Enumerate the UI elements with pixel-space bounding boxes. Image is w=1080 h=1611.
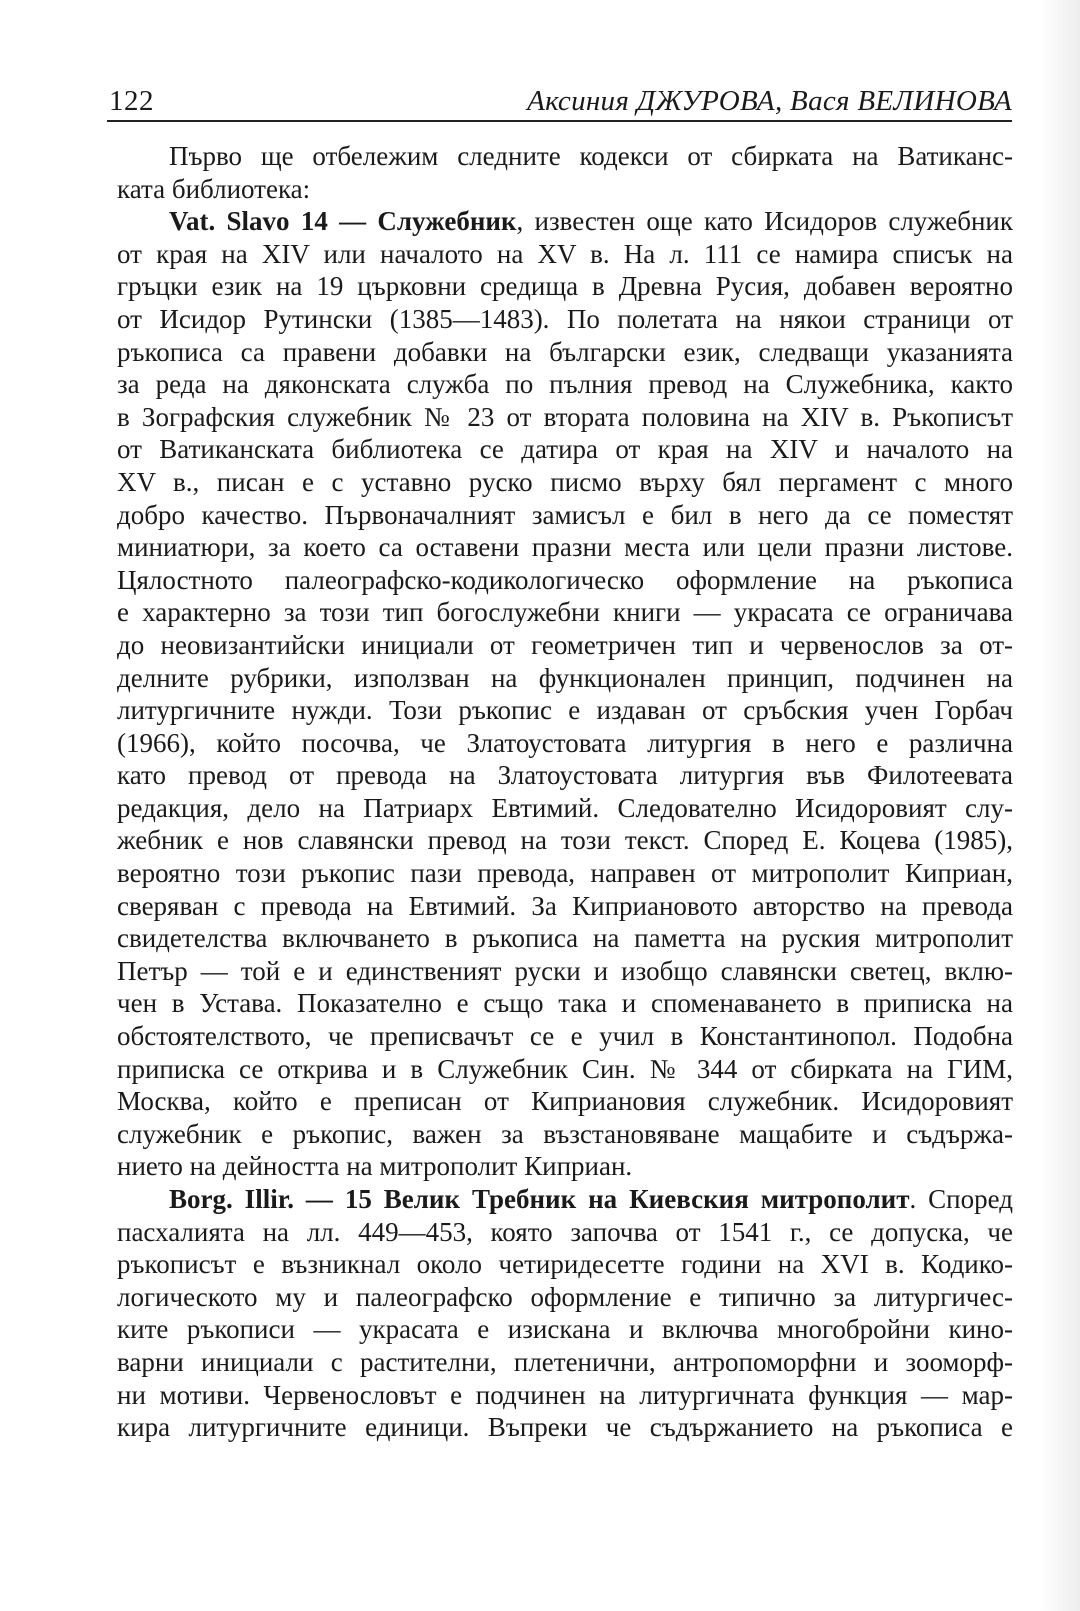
text-line: добро качество. Първоначалният замисъл е бил в него да се поместят (117, 499, 1013, 530)
paragraph-intro (117, 140, 1013, 205)
text-line: кира литургичните единици. Въпреки че съдържанието на ръкописа е (117, 1412, 1013, 1443)
text-line: вероятно този ръкопис пази превода, направен от митрополит Киприан, (117, 858, 1013, 889)
author-first-name-1: Аксиния (527, 85, 637, 117)
text-line: ни мотиви. Червенословът е подчинен на литургичната функция — мар- (117, 1379, 1013, 1410)
manuscript-title: Borg. Illir. — 15 Велик Требник на Киевския митрополит (169, 1184, 910, 1214)
text-line: миниатюри, за което са оставени празни места или цели празни листове. (117, 532, 1013, 563)
running-head-authors (527, 85, 1012, 118)
text-line: за реда на дяконската служба по пълния превод на Служебника, както (117, 369, 1013, 400)
text-line: литургичните нужди. Този ръкопис е издаван от сръбския учен Горбач (117, 695, 1013, 726)
page-header (107, 74, 1012, 122)
text-line: ките ръкописи — украсата е изискана и включва многобройни кино- (117, 1314, 1013, 1345)
manuscript-title: Vat. Slavo 14 — Служебник (169, 206, 517, 237)
text-line (117, 205, 1013, 238)
page-edge-shade (1040, 0, 1080, 1611)
text-line: гръцки език на 19 църковни средища в Древна Русия, добавен вероятно (117, 271, 1013, 302)
text-line (117, 1183, 1013, 1216)
text-line: нието на дейността на митрополит Киприан. (117, 1151, 633, 1182)
body-text (117, 140, 1013, 1444)
text-line: Цялостното палеографско-кодикологическо оформление на ръкописа (117, 564, 1013, 595)
text-line: в Зографския служебник № 23 от втората половина на XIV в. Ръкописът (117, 401, 1013, 432)
text-line: е характерно за този тип богослужебни книги — украсата се ограничава (117, 597, 1013, 628)
text-line: (1966), който посочва, че Златоустовата литургия в него е различна (117, 727, 1013, 758)
author-surname-1: ДЖУРОВА (636, 85, 775, 117)
text-line: от Исидор Рутински (1385—1483). По полетата на някои страници от (117, 303, 1013, 334)
text-line: служебник е ръкопис, важен за възстановяване мащабите и съдържа- (117, 1118, 1013, 1149)
text-line: делните рубрики, използван на функционален принцип, подчинен на (117, 662, 1013, 693)
page-number: 122 (109, 85, 154, 117)
text-line: от Ватиканската библиотека се датира от края на XIV и началото на (117, 434, 1013, 465)
text-line: варни инициали с растителни, плетенични, антропоморфни и зооморф- (117, 1346, 1013, 1377)
text-line: жебник е нов славянски превод на този текст. Според Е. Коцева (1985), (117, 825, 1013, 856)
text-line: XV в., писан е с уставно руско писмо върху бял пергамент с много (117, 466, 1013, 497)
text-line: свидетелства включването в ръкописа на паметта на руския митрополит (117, 923, 1013, 954)
text-line: ката библиотека: (117, 173, 311, 204)
text-line: Петър — той е и единственият руски и изобщо славянски светец, вклю- (117, 955, 1013, 986)
paragraph-vat-slavo-14 (117, 205, 1013, 1183)
text-line-rest: , известен още като Исидоров служебник (516, 206, 1013, 237)
text-line: логическото му и палеографско оформление е типично за литургичес- (117, 1281, 1013, 1312)
text-line: от края на XIV или началото на XV в. На л. 111 се намира списък на (117, 238, 1013, 269)
author-first-name-2: , Вася (774, 85, 858, 117)
text-line: ръкописът е възникнал около четиридесетте години на XVI в. Кодико- (117, 1249, 1013, 1280)
text-line-rest: . Според (909, 1184, 1014, 1214)
text-line: сверяван с превода на Евтимий. За Киприановото авторство на превода (117, 890, 1013, 921)
text-line: чен в Устава. Показателно е също така и споменаването в приписка на (117, 988, 1013, 1019)
author-surname-2: ВЕЛИНОВА (857, 85, 1012, 117)
text-line: редакция, дело на Патриарх Евтимий. Следователно Исидоровият слу- (117, 792, 1013, 823)
text-line: обстоятелството, че преписвачът се е учил в Константинопол. Подобна (117, 1021, 1013, 1052)
text-line: Москва, който е преписан от Киприановия служебник. Исидоровият (117, 1086, 1013, 1117)
text-line: до неовизантийски инициали от геометричен тип и червенослов за от- (117, 629, 1013, 660)
text-line: приписка се открива и в Служебник Син. № 344 от сбирката на ГИМ, (117, 1053, 1013, 1084)
text-line: ръкописа са правени добавки на български език, следващи указанията (117, 336, 1013, 367)
text-line: Първо ще отбележим следните кодекси от сбирката на Ватиканс- (169, 141, 1013, 171)
paragraph-borg-illir-15 (117, 1183, 1013, 1444)
text-line: като превод от превода на Златоустовата литургия във Филотеевата (117, 760, 1013, 791)
text-line: пасхалията на лл. 449—453, която започва от 1541 г., се допуска, че (117, 1216, 1013, 1247)
